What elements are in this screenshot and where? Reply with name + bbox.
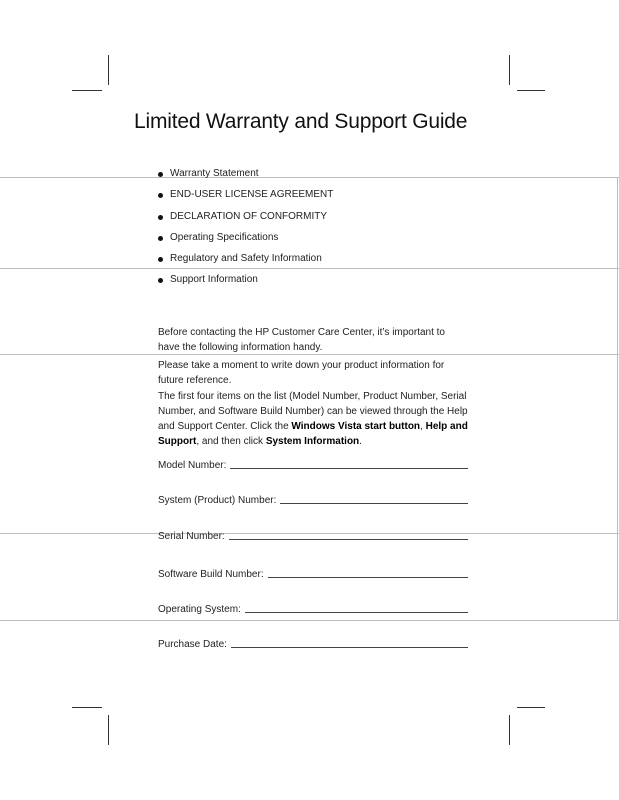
write-in-line[interactable]: [229, 539, 468, 540]
write-in-line[interactable]: [230, 468, 468, 469]
list-item: [158, 166, 333, 187]
bullet-icon: [158, 236, 163, 241]
write-in-line[interactable]: [231, 647, 468, 648]
crop-mark-bottom-left-horizontal: [72, 707, 102, 708]
list-item-label: Support Information: [170, 274, 258, 286]
crop-mark-top-left-vertical: [108, 55, 109, 85]
crop-mark-bottom-right-vertical: [509, 715, 510, 745]
instructions-text: .: [359, 436, 362, 447]
crop-mark-top-right-horizontal: [517, 90, 545, 91]
purchase-date-field[interactable]: [158, 634, 468, 650]
write-in-line[interactable]: [268, 577, 468, 578]
list-item-label: Regulatory and Safety Information: [170, 253, 322, 265]
crop-mark-top-right-vertical: [509, 55, 510, 85]
serial-number-field[interactable]: [158, 526, 468, 542]
rule-line-right-edge: [617, 177, 618, 621]
list-item-label: Warranty Statement: [170, 168, 259, 179]
note-paragraph: Please take a moment to write down your product information for future reference.: [158, 360, 445, 386]
system-product-number-field[interactable]: [158, 490, 468, 506]
write-in-line[interactable]: [245, 612, 468, 613]
purchase-date-label: Purchase Date:: [158, 639, 227, 650]
instructions-text: , and then click: [196, 436, 266, 447]
contents-list: [158, 166, 333, 294]
serial-number-label: Serial Number:: [158, 531, 225, 542]
instructions-text: ,: [420, 421, 426, 432]
software-build-number-label: Software Build Number:: [158, 569, 264, 580]
intro-paragraph: Before contacting the HP Customer Care Center, it’s important to have the following information handy.: [158, 327, 445, 353]
list-item-label: DECLARATION OF CONFORMITY: [170, 210, 328, 222]
rule-line-5: [0, 620, 619, 621]
list-item: [158, 230, 333, 251]
crop-mark-bottom-left-vertical: [108, 715, 109, 745]
bullet-icon: [158, 215, 163, 220]
help-and-support-label: Help and Support: [158, 421, 468, 447]
operating-system-label: Operating System:: [158, 604, 241, 615]
list-item: [158, 187, 333, 208]
windows-vista-start-button-label: Windows Vista start button: [291, 421, 421, 432]
list-item-label: Operating Specifications: [170, 231, 279, 243]
crop-mark-top-left-horizontal: [72, 90, 102, 91]
write-in-line[interactable]: [280, 503, 468, 504]
bullet-icon: [158, 193, 163, 198]
list-item: [158, 209, 333, 230]
instructions-text: The first four items on the list (Model Number, Product Number, Serial Number, and Software Build Number) can be viewed through the Help and Support Center. Click the: [158, 391, 468, 432]
list-item: [158, 272, 333, 293]
operating-system-field[interactable]: [158, 599, 468, 615]
bullet-icon: [158, 257, 163, 262]
instructions-paragraph: [158, 389, 468, 449]
list-item-label: END-USER LICENSE AGREEMENT: [170, 189, 334, 201]
system-product-number-label: System (Product) Number:: [158, 495, 277, 506]
bullet-icon: [158, 278, 163, 283]
page-title: Limited Warranty and Support Guide: [134, 110, 468, 133]
list-item: [158, 251, 333, 272]
bullet-icon: [158, 172, 163, 177]
model-number-label: Model Number:: [158, 460, 227, 471]
software-build-number-field[interactable]: [158, 564, 468, 580]
system-information-label: System Information: [265, 436, 360, 447]
crop-mark-bottom-right-horizontal: [517, 707, 545, 708]
model-number-field[interactable]: [158, 455, 468, 471]
